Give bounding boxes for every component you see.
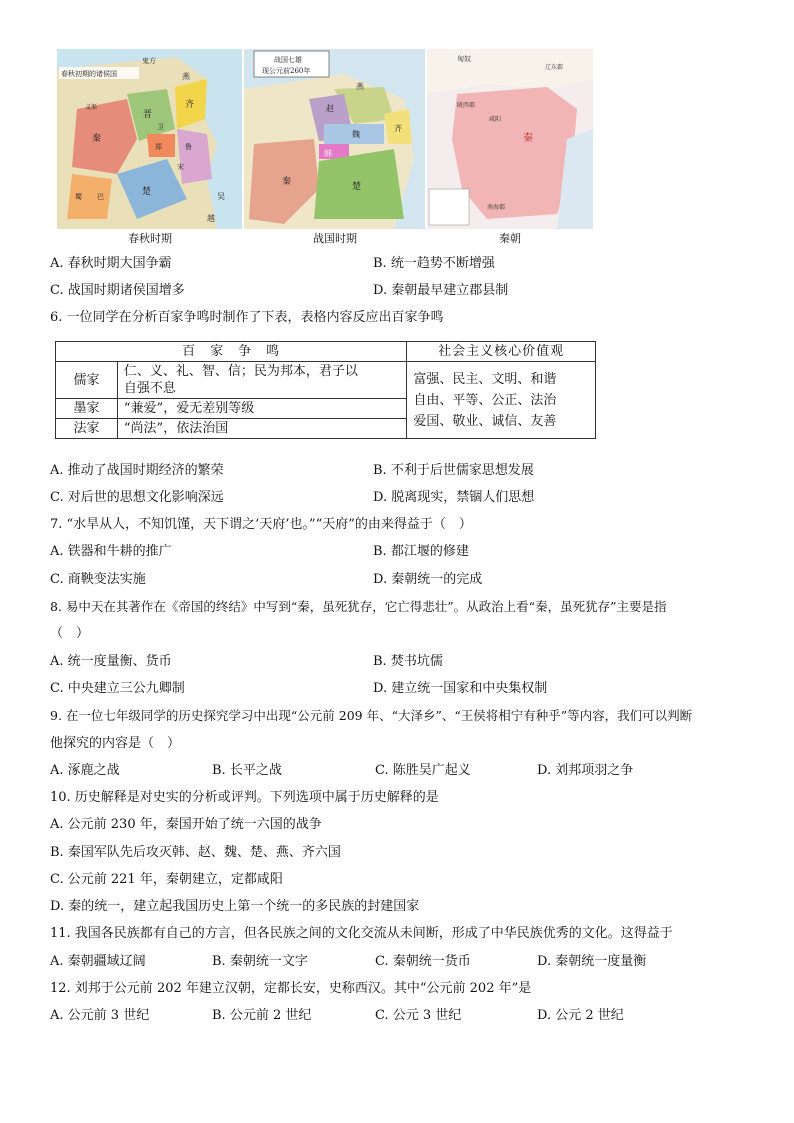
svg-text:晋: 晋 — [143, 110, 153, 120]
map1-title: 春秋初期的诸侯国 — [61, 70, 117, 78]
map-qin-dynasty — [427, 49, 593, 229]
option[interactable]: A. 涿鹿之战 — [50, 763, 120, 778]
svg-text:吴: 吴 — [217, 192, 225, 201]
svg-text:辽东郡: 辽东郡 — [545, 64, 564, 71]
question-stem: 7. “水旱从人，不知饥馑，天下谓之‘天府’也。”“天府”的由来得益于（ ） — [50, 517, 472, 532]
svg-text:韩: 韩 — [324, 149, 332, 158]
option[interactable]: C. 战国时期诸侯国增多 — [50, 283, 185, 298]
table-cell-school: 法家 — [56, 419, 118, 439]
option[interactable]: D. 秦朝最早建立郡县制 — [373, 283, 509, 298]
option[interactable]: A. 春秋时期大国争霸 — [50, 256, 172, 271]
option[interactable]: B. 秦国军队先后攻灭韩、赵、魏、楚、燕、齐六国 — [50, 845, 341, 860]
svg-text:燕: 燕 — [356, 82, 364, 91]
question-stem: 12. 刘邦于公元前 202 年建立汉朝，定都长安，史称西汉。其中“公元前 202 年”是 — [50, 981, 532, 996]
option[interactable]: C. 秦朝统一货币 — [375, 954, 471, 969]
table-cell-content: “兼爱”，爱无差别等级 — [117, 399, 406, 419]
option[interactable]: D. 建立统一国家和中央集权制 — [373, 681, 548, 696]
table-cell-content: 仁、义、礼、智、信；民为邦本，君子以 自强不息 — [117, 362, 406, 399]
option[interactable]: C. 商鞅变法实施 — [50, 572, 146, 587]
question-stem: 他探究的内容是（ ） — [50, 736, 181, 751]
option[interactable]: C. 对后世的思想文化影响深远 — [50, 490, 224, 505]
option[interactable]: B. 长平之战 — [212, 763, 282, 778]
map-caption: 春秋时期 — [128, 232, 172, 245]
map-warring-states — [244, 49, 425, 229]
option[interactable]: B. 公元前 2 世纪 — [212, 1008, 312, 1023]
option[interactable]: A. 铁器和牛耕的推广 — [50, 544, 172, 559]
svg-text:秦: 秦 — [92, 134, 102, 144]
option[interactable]: A. 秦朝疆域辽阔 — [50, 954, 146, 969]
svg-text:魏: 魏 — [352, 130, 360, 139]
option[interactable]: C. 陈胜吴广起义 — [375, 763, 471, 778]
option[interactable]: B. 都江堰的修建 — [373, 544, 469, 559]
option[interactable]: D. 脱离现实，禁锢人们思想 — [373, 490, 535, 505]
map2-title: 战国七雄 — [274, 56, 302, 64]
table-cell-values: 富强、民主、文明、和谐 自由、平等、公正、法治 爱国、敬业、诚信、友善 — [407, 362, 596, 439]
option[interactable]: C. 中央建立三公九卿制 — [50, 681, 185, 696]
svg-text:赵: 赵 — [326, 104, 334, 113]
svg-text:秦: 秦 — [282, 177, 292, 187]
option[interactable]: A. 统一度量衡、货币 — [50, 654, 172, 669]
svg-text:巴: 巴 — [97, 193, 104, 201]
svg-text:卫: 卫 — [157, 123, 164, 131]
question-stem: （ ） — [50, 626, 90, 641]
svg-text:楚: 楚 — [352, 182, 362, 192]
option[interactable]: A. 推动了战国时期经济的繁荣 — [50, 463, 224, 478]
svg-text:咸阳: 咸阳 — [489, 116, 502, 123]
svg-text:秦: 秦 — [523, 133, 533, 144]
table-cell-school: 儒家 — [56, 362, 118, 399]
option[interactable]: D. 刘邦项羽之争 — [537, 763, 634, 778]
question-stem: 11. 我国各民族都有自己的方言，但各民族之间的文化交流从未间断，形成了中华民族优秀的文化。这得益于 — [50, 926, 673, 941]
option[interactable]: B. 秦朝统一文字 — [212, 954, 308, 969]
svg-text:南海郡: 南海郡 — [487, 204, 506, 211]
svg-text:燕: 燕 — [182, 72, 190, 81]
svg-text:宋: 宋 — [177, 163, 184, 171]
option[interactable]: C. 公元前 221 年，秦朝建立，定都咸阳 — [50, 872, 283, 887]
question-stem: 9. 在一位七年级同学的历史探究学习中出现“公元前 209 年、“大泽乡”、“王侯将相宁有种乎”等内容，我们可以判断 — [50, 708, 693, 723]
option[interactable]: A. 公元前 230 年，秦国开始了统一六国的战争 — [50, 817, 322, 832]
map2-subtitle: 现公元前260年 — [262, 67, 311, 75]
question-stem: 10. 历史解释是对史实的分析或评判。下列选项中属于历史解释的是 — [50, 790, 439, 805]
option[interactable]: D. 公元 2 世纪 — [537, 1008, 624, 1023]
option[interactable]: A. 公元前 3 世纪 — [50, 1008, 150, 1023]
comparison-table — [55, 341, 596, 439]
svg-text:义渠: 义渠 — [85, 104, 98, 111]
table-cell-content: “尚法”，依法治国 — [117, 419, 406, 439]
option[interactable]: B. 不利于后世儒家思想发展 — [373, 463, 534, 478]
option[interactable]: D. 秦朝统一的完成 — [373, 572, 483, 587]
table-cell-school: 墨家 — [56, 399, 118, 419]
table-header: 百 家 争 鸣 — [56, 342, 407, 362]
question-stem: 6. 一位同学在分析百家争鸣时制作了下表，表格内容反应出百家争鸣 — [50, 310, 444, 325]
svg-text:蜀: 蜀 — [75, 193, 82, 201]
svg-text:陇西郡: 陇西郡 — [457, 102, 476, 109]
map-spring-autumn — [57, 49, 242, 229]
option[interactable]: D. 秦朝统一度量衡 — [537, 954, 647, 969]
svg-text:鬼方: 鬼方 — [142, 57, 156, 65]
table-header: 社会主义核心价值观 — [407, 342, 596, 362]
map-caption: 战国时期 — [313, 232, 357, 245]
option[interactable]: D. 秦的统一，建立起我国历史上第一个统一的多民族的封建国家 — [50, 899, 420, 914]
option[interactable]: B. 统一趋势不断增强 — [373, 256, 495, 271]
svg-text:越: 越 — [207, 214, 215, 223]
option[interactable]: B. 焚书坑儒 — [373, 654, 443, 669]
svg-text:郑: 郑 — [155, 143, 162, 151]
svg-text:楚: 楚 — [142, 187, 152, 197]
svg-text:齐: 齐 — [394, 124, 402, 133]
question-stem: 8. 易中天在其著作在《帝国的终结》中写到“秦，虽死犹存，它亡得悲壮”。从政治上看“秦，虽死犹存”主要是指 — [50, 599, 667, 614]
option[interactable]: C. 公元 3 世纪 — [375, 1008, 462, 1023]
map-caption: 秦朝 — [499, 232, 521, 245]
svg-text:鲁: 鲁 — [185, 143, 192, 151]
svg-text:齐: 齐 — [185, 100, 195, 110]
svg-text:匈奴: 匈奴 — [457, 55, 471, 63]
